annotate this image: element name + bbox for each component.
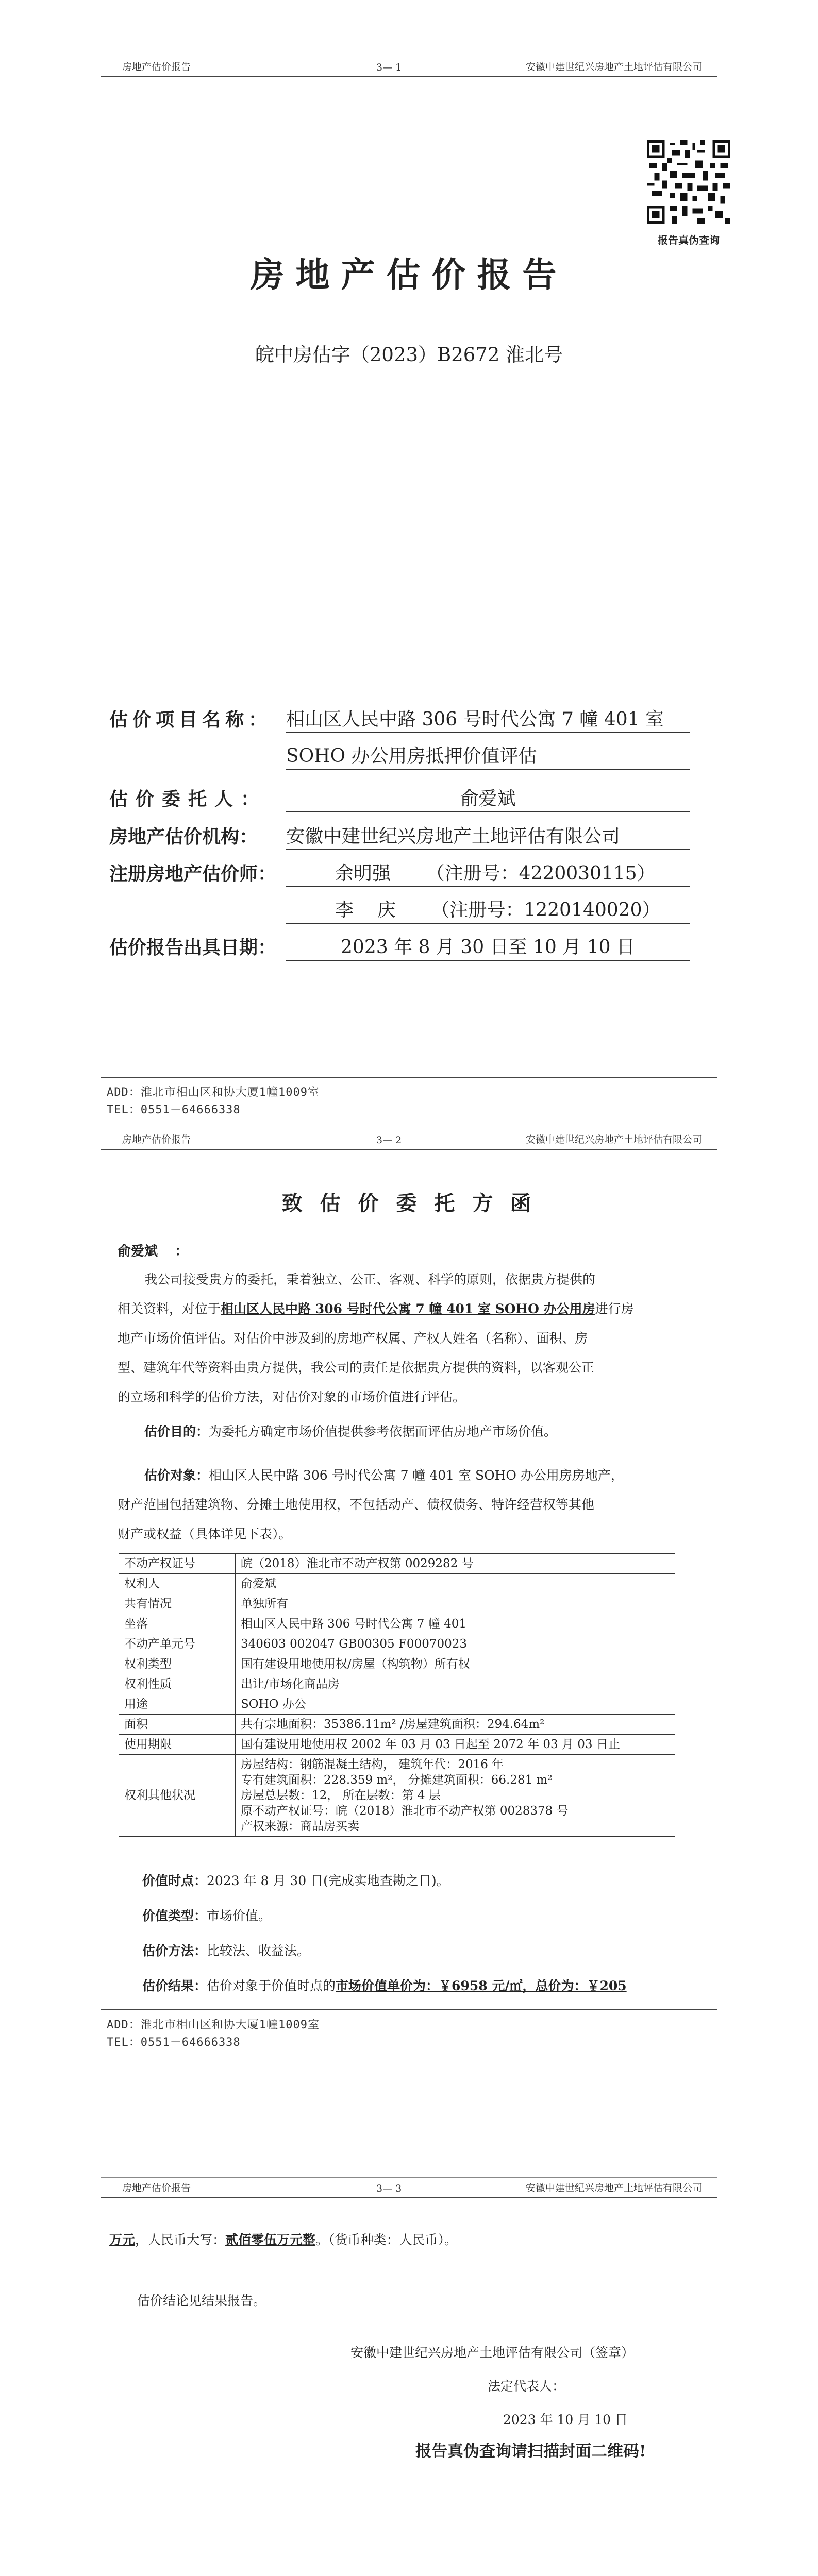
table-row-label: 使用期限: [119, 1735, 236, 1755]
table-row-label: 不动产单元号: [119, 1634, 236, 1654]
qr-code-image[interactable]: [647, 140, 730, 224]
salutation-name: 俞爱斌: [118, 1244, 158, 1259]
appraiser-1: 余明强 （注册号：4220030115）: [286, 861, 690, 887]
report-date: 2023 年 8 月 30 日至 10 月 10 日: [286, 935, 690, 961]
value-type-label: 价值类型：: [142, 1908, 207, 1923]
table-row: [119, 1574, 675, 1594]
table-value-line: 房屋总层数：12， 所在层数：第 4 层: [241, 1789, 441, 1802]
footer-address: ADD：淮北市相山区和协大厦1幢1009室: [107, 2019, 320, 2031]
header-page-number: 3— 1: [376, 62, 402, 73]
table-row-label: 权利人: [119, 1574, 236, 1594]
intro-line-2-b: 进行房: [595, 1301, 634, 1316]
table-value-line: 出让/市场化商品房: [241, 1677, 340, 1691]
object-paragraph: [118, 1461, 700, 1549]
table-row: [119, 1654, 675, 1674]
header-right: 安徽中建世纪兴房地产土地评估有限公司: [525, 61, 702, 73]
value-type-text: 市场价值。: [207, 1908, 272, 1923]
org-name: 安徽中建世纪兴房地产土地评估有限公司: [286, 824, 690, 850]
object-label: 估价对象：: [144, 1468, 209, 1483]
client-label: 估价委托人：: [109, 788, 268, 810]
table-row: [119, 1614, 675, 1634]
table-row-value: [236, 1654, 675, 1674]
appraisal-object-name: 相山区人民中路 306 号时代公寓 7 幢 401 室 SOHO 办公用房: [221, 1301, 595, 1316]
detail-line: 估价结论见结果报告。: [137, 2293, 266, 2308]
object-line-2: 财产范围包括建筑物、分摊土地使用权，不包括动产、债权债务、特许经营权等其他: [118, 1497, 595, 1512]
page-header: [101, 2177, 717, 2198]
table-row-label: 共有情况: [119, 1594, 236, 1614]
value-type-line: [142, 1901, 700, 1930]
table-value-line: 340603 002047 GB00305 F00070023: [241, 1637, 467, 1651]
object-text: 相山区人民中路 306 号时代公寓 7 幢 401 室 SOHO 办公用房房地产，: [209, 1468, 624, 1483]
table-row-value: [236, 1735, 675, 1755]
table-row-value: [236, 1694, 675, 1715]
table-row-value: [236, 1674, 675, 1694]
letter-page: [0, 1128, 818, 2177]
report-number: 皖中房估字（2023）B2672 淮北号: [255, 344, 563, 366]
table-row-label: 权利性质: [119, 1674, 236, 1694]
method-text: 比较法、收益法。: [207, 1943, 310, 1958]
table-value-line: 产权来源：商品房买卖: [241, 1820, 359, 1833]
legal-representative: 法定代表人：: [488, 2379, 565, 2394]
table-row: [119, 1634, 675, 1654]
object-line-3: 财产或权益（具体详见下表）。: [118, 1527, 292, 1541]
org-label: 房地产估价机构：: [109, 826, 258, 848]
intro-line-4: 型、建筑年代等资料由贵方提供，我公司的责任是依据贵方提供的资料，以客观公正: [118, 1360, 595, 1375]
intro-line-2: [118, 1294, 700, 1324]
footer-address: ADD：淮北市相山区和协大厦1幢1009室: [107, 1086, 320, 1099]
salutation-colon: ：: [175, 1244, 189, 1259]
table-value-line: 房屋结构：钢筋混凝土结构， 建筑年代：2016 年: [241, 1758, 504, 1771]
date-label: 估价报告出具日期：: [109, 937, 277, 958]
project-name-line2: SOHO 办公用房抵押价值评估: [286, 744, 690, 770]
intro-line-3: 地产市场价值评估。对估价中涉及到的房地产权属、产权人姓名（名称）、面积、房: [118, 1331, 588, 1346]
table-row-value: [236, 1574, 675, 1594]
company-signature: 安徽中建世纪兴房地产土地评估有限公司（签章）: [350, 2345, 635, 2360]
table-row-label: 不动产权证号: [119, 1554, 236, 1574]
result-text: 估价对象于价值时点的: [207, 1978, 336, 1993]
table-row: [119, 1674, 675, 1694]
project-name-line1: 相山区人民中路 306 号时代公寓 7 幢 401 室: [286, 707, 690, 733]
intro-paragraph: [118, 1265, 700, 1412]
result-label: 估价结果：: [142, 1978, 207, 1993]
page-header: [101, 1128, 717, 1150]
table-row: [119, 1554, 675, 1574]
signing-date: 2023 年 10 月 10 日: [503, 2412, 628, 2427]
purpose-paragraph: [118, 1417, 700, 1446]
page-footer: [101, 2009, 717, 2052]
table-value-line: 相山区人民中路 306 号时代公寓 7 幢 401: [241, 1617, 466, 1631]
letter-title: 致 估 价 委 托 方 函: [281, 1191, 537, 1215]
table-row-label: 用途: [119, 1694, 236, 1715]
table-row-label: 权利其他状况: [119, 1755, 236, 1837]
salutation: [118, 1241, 188, 1260]
method-line: [142, 1936, 700, 1965]
value-time-label: 价值时点：: [142, 1873, 207, 1888]
object-line-1: [118, 1461, 700, 1490]
table-row-value: [236, 1755, 675, 1837]
value-time-text: 2023 年 8 月 30 日(完成实地查勘之日)。: [207, 1873, 449, 1888]
table-row: [119, 1735, 675, 1755]
header-left: 房地产估价报告: [122, 61, 191, 73]
table-row-value: [236, 1614, 675, 1634]
footer-phone: TEL：0551－64666338: [107, 1104, 241, 1116]
amount-currency: 。（货币种类：人民币）。: [315, 2232, 458, 2247]
cover-page: [0, 0, 818, 1128]
intro-line-2-a: 相关资料，对位于: [118, 1301, 221, 1316]
table-value-line: 原不动产权证号：皖（2018）淮北市不动产权第 0028378 号: [241, 1804, 569, 1818]
table-row-value: [236, 1715, 675, 1735]
table-value-line: 国有建设用地使用权/房屋（构筑物）所有权: [241, 1657, 470, 1671]
table-row: [119, 1594, 675, 1614]
header-page-number: 3— 2: [376, 1134, 402, 1146]
table-value-line: 国有建设用地使用权 2002 年 03 月 03 日起至 2072 年 03 月 03 日止: [241, 1738, 620, 1751]
report-title: 房地产估价报告: [250, 255, 568, 295]
table-value-line: 共有宗地面积：35386.11m² /房屋建筑面积：294.64m²: [241, 1718, 545, 1731]
header-left: 房地产估价报告: [122, 2182, 191, 2194]
verification-notice: 报告真伪查询请扫描封面二维码!: [415, 2442, 646, 2461]
table-value-line: 专有建筑面积：228.359 m²， 分摊建筑面积：66.281 m²: [241, 1773, 553, 1787]
project-label: 估价项目名称：: [109, 709, 272, 731]
purpose-text: 为委托方确定市场价值提供参考依据而评估房地产市场价值。: [209, 1424, 557, 1439]
table-value-line: SOHO 办公: [241, 1698, 306, 1711]
table-value-line: 皖（2018）淮北市不动产权第 0029282 号: [241, 1557, 474, 1570]
amount-line: [109, 2225, 700, 2255]
value-time-line: [142, 1866, 700, 1895]
header-right: 安徽中建世纪兴房地产土地评估有限公司: [525, 1134, 702, 1145]
amount-caption: ，人民币大写：: [135, 2232, 226, 2247]
amount-in-words: 贰佰零伍万元整: [225, 2232, 316, 2247]
table-row-label: 面积: [119, 1715, 236, 1735]
result-value: 市场价值单价为：￥6958 元/㎡，总价为：￥205: [336, 1978, 627, 1993]
appraiser-2: 李 庆 （注册号：1220140020）: [286, 898, 690, 924]
purpose-label: 估价目的：: [144, 1424, 209, 1439]
table-row-value: [236, 1594, 675, 1614]
table-value-line: 单独所有: [241, 1597, 288, 1611]
method-label: 估价方法：: [142, 1943, 207, 1958]
amount-unit: 万元: [109, 2232, 136, 2247]
header-right: 安徽中建世纪兴房地产土地评估有限公司: [525, 2182, 702, 2194]
intro-line-1: 我公司接受贵方的委托，秉着独立、公正、客观、科学的原则，依据贵方提供的: [144, 1272, 596, 1287]
footer-phone: TEL：0551－64666338: [107, 2036, 241, 2049]
table-value-line: 俞爱斌: [241, 1577, 276, 1590]
result-line: [142, 1971, 720, 2001]
table-row-label: 坐落: [119, 1614, 236, 1634]
qr-caption: 报告真伪查询: [658, 234, 720, 246]
letter-continuation-page: [0, 2177, 818, 2576]
table-row-value: [236, 1554, 675, 1574]
page-footer: [101, 1077, 717, 1119]
page-header: [101, 56, 717, 77]
property-info-table: [119, 1553, 675, 1837]
header-left: 房地产估价报告: [122, 1134, 191, 1145]
client-name: 俞爱斌: [286, 787, 690, 812]
table-row: [119, 1694, 675, 1715]
header-page-number: 3— 3: [376, 2183, 402, 2194]
intro-line-5: 的立场和科学的估价方法，对估价对象的市场价值进行评估。: [118, 1389, 466, 1404]
appraiser-label: 注册房地产估价师：: [109, 863, 277, 885]
table-row: [119, 1755, 675, 1837]
table-row-label: 权利类型: [119, 1654, 236, 1674]
table-row: [119, 1715, 675, 1735]
table-row-value: [236, 1634, 675, 1654]
